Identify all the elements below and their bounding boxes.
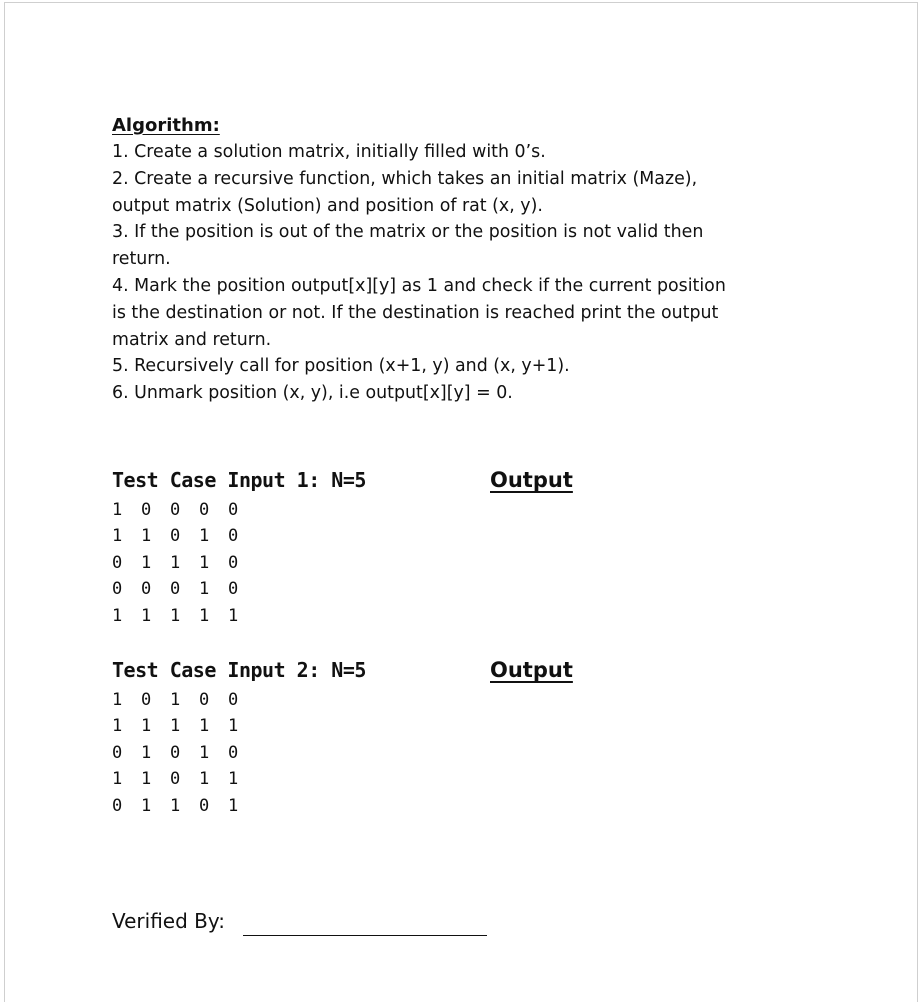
matrix-cell: 0: [112, 552, 123, 573]
test-case-2-title: Test Case Input 2: N=5: [112, 658, 366, 682]
algorithm-step-5: 5. Recursively call for position (x+1, y) and (x, y+1).: [112, 356, 570, 377]
matrix-cell: 1: [141, 742, 152, 763]
matrix-cell: 1: [199, 769, 210, 790]
signature-line[interactable]: [243, 913, 487, 936]
algorithm-steps: [112, 139, 812, 407]
matrix-row: [112, 740, 812, 766]
matrix-row: [112, 603, 812, 629]
matrix-cell: 1: [199, 742, 210, 763]
matrix-row: [112, 497, 812, 523]
test-case-2-output-label: Output: [490, 658, 573, 682]
matrix-cell: 1: [199, 716, 210, 737]
matrix-row: [112, 576, 812, 602]
matrix-cell: 0: [199, 500, 210, 520]
matrix-cell: 1: [112, 769, 123, 790]
matrix-cell: 0: [228, 526, 239, 547]
matrix-cell: 1: [112, 526, 123, 547]
test-case-1-title: Test Case Input 1: N=5: [112, 468, 366, 492]
verified-by-label: Verified By:: [112, 909, 226, 933]
matrix-cell: 1: [112, 716, 123, 737]
matrix-cell: 1: [141, 795, 152, 816]
matrix-cell: 0: [170, 500, 181, 520]
matrix-cell: 1: [141, 552, 152, 573]
matrix-cell: 1: [112, 690, 123, 710]
algorithm-step-4-cont2: matrix and return.: [112, 329, 272, 350]
algorithm-step-2: 2. Create a recursive function, which takes an initial matrix (Maze),: [112, 168, 698, 189]
test-case-1-output-label: Output: [490, 468, 573, 492]
matrix-cell: 0: [170, 742, 181, 763]
matrix-cell: 0: [199, 795, 210, 816]
matrix-cell: 1: [141, 716, 152, 737]
test-case-1-matrix: [112, 497, 812, 629]
matrix-row: [112, 793, 812, 819]
matrix-cell: 0: [141, 500, 152, 520]
matrix-cell: 0: [112, 742, 123, 763]
algorithm-step-4: 4. Mark the position output[x][y] as 1 and check if the current position: [112, 275, 726, 296]
matrix-cell: 1: [228, 795, 239, 816]
algorithm-heading: Algorithm:: [112, 115, 220, 136]
matrix-cell: 1: [199, 526, 210, 547]
test-case-1: [112, 465, 812, 629]
algorithm-step-3-cont: return.: [112, 249, 171, 270]
matrix-row: [112, 523, 812, 549]
verified-by-row: [112, 906, 487, 936]
matrix-cell: 1: [112, 500, 123, 520]
matrix-cell: 1: [199, 552, 210, 573]
test-case-1-header: [112, 465, 812, 495]
matrix-cell: 0: [228, 579, 239, 600]
matrix-cell: 1: [141, 526, 152, 547]
matrix-cell: 1: [141, 605, 152, 626]
matrix-cell: 0: [228, 552, 239, 573]
matrix-cell: 1: [170, 716, 181, 737]
algorithm-step-4-cont: is the destination or not. If the destination is reached print the output: [112, 302, 719, 323]
matrix-cell: 0: [112, 579, 123, 600]
matrix-cell: 0: [228, 690, 239, 710]
matrix-cell: 0: [141, 579, 152, 600]
matrix-cell: 0: [170, 579, 181, 600]
algorithm-section: [112, 113, 812, 407]
matrix-cell: 0: [170, 769, 181, 790]
matrix-cell: 0: [141, 690, 152, 710]
matrix-cell: 1: [228, 769, 239, 790]
algorithm-step-1: 1. Create a solution matrix, initially filled with 0’s.: [112, 142, 546, 162]
matrix-row: [112, 766, 812, 792]
algorithm-step-3: 3. If the position is out of the matrix or the position is not valid then: [112, 222, 704, 243]
matrix-cell: 1: [112, 605, 123, 626]
matrix-cell: 1: [170, 795, 181, 816]
matrix-cell: 0: [228, 742, 239, 763]
algorithm-step-2-cont: output matrix (Solution) and position of rat (x, y).: [112, 195, 543, 216]
test-case-2-header: [112, 655, 812, 685]
matrix-cell: 1: [228, 605, 239, 626]
matrix-cell: 0: [112, 795, 123, 816]
matrix-row: [112, 687, 812, 713]
test-case-2: [112, 655, 812, 819]
matrix-row: [112, 713, 812, 739]
test-case-2-matrix: [112, 687, 812, 819]
algorithm-step-6: 6. Unmark position (x, y), i.e output[x][y] = 0.: [112, 383, 513, 404]
matrix-cell: 1: [199, 579, 210, 600]
matrix-cell: 1: [170, 552, 181, 573]
matrix-cell: 0: [228, 500, 239, 520]
matrix-row: [112, 550, 812, 576]
matrix-cell: 0: [199, 690, 210, 710]
matrix-cell: 0: [170, 526, 181, 547]
matrix-cell: 1: [170, 605, 181, 626]
matrix-cell: 1: [228, 716, 239, 737]
matrix-cell: 1: [199, 605, 210, 626]
matrix-cell: 1: [170, 690, 181, 710]
matrix-cell: 1: [141, 769, 152, 790]
